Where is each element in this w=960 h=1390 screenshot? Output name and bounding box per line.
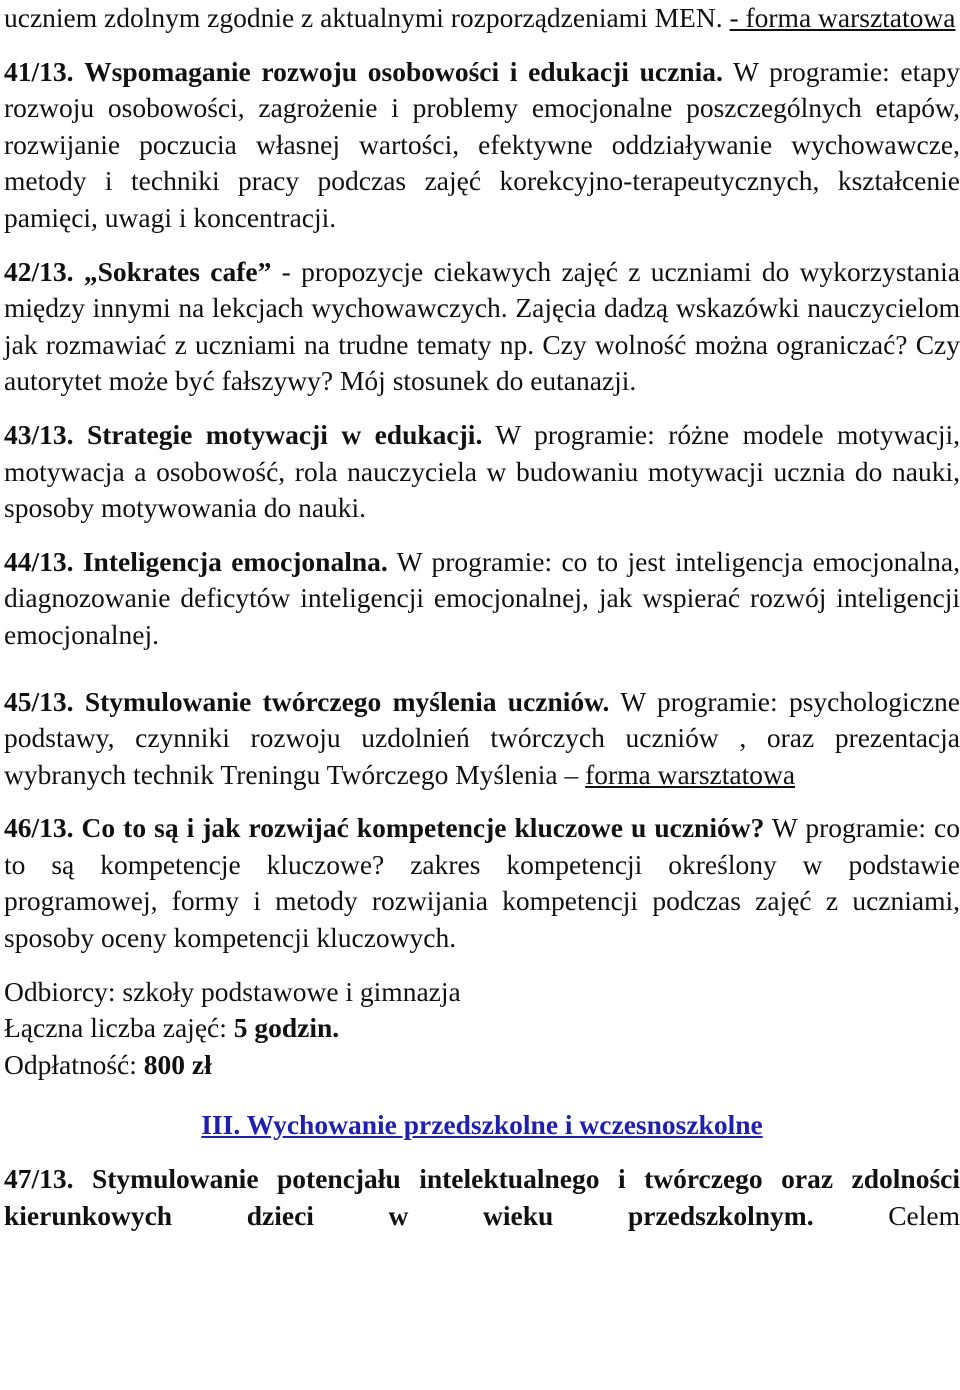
course-42 [4,254,960,400]
summary-fee [4,1047,960,1084]
intro-text: uczniem zdolnym zgodnie z aktualnymi rozporządzeniami MEN. [4,2,723,33]
summary-total-value: 5 godzin. [233,1012,340,1044]
course-47 [4,1161,960,1234]
course-47-body: Celem [813,1199,960,1231]
summary-fee-label: Odpłatność: [4,1048,144,1080]
course-43 [4,417,960,527]
summary-total [4,1010,960,1047]
course-42-title: „Sokrates cafe” [83,255,272,287]
course-44-body: W programie: co to jest inteligencja emocjonalna, diagnozowanie deficytów inteligencji emocjonalnej, jak wspierać rozwój inteligencji emocjonalnej. [4,545,960,650]
course-41-body: W programie: etapy rozwoju osobowości, zagrożenie i problemy emocjonalne poszczególnych etapów, rozwijanie poczucia własnej wartości, efektywne oddziaływanie wychowawcze, metody i techniki pracy podczas zajęć korekcyjno-terapeutycznych, kształcenie pamięci, uwagi i koncentracji. [4,55,960,233]
course-41-title: Wspomaganie rozwoju osobowości i edukacji ucznia. [84,55,723,87]
summary-audience: Odbiorcy: szkoły podstawowe i gimnazja [4,975,461,1007]
course-45-title: Stymulowanie twórczego myślenia uczniów. [84,685,610,717]
course-47-number: 47/13. [4,1163,74,1195]
course-44-number: 44/13. [4,545,74,577]
course-45-body: W programie: psychologiczne podstawy, czynniki rozwoju uzdolnień twórczych uczniów , oraz prezentacja wybranych technik Treningu Twórczego Myślenia – [4,685,960,790]
course-46-number: 46/13. [4,812,74,844]
course-46-title: Co to są i jak rozwijać kompetencje kluczowe u uczniów? [81,812,765,844]
summary-total-label: Łączna liczba zajęć: [4,1012,234,1044]
course-41-number: 41/13. [4,55,74,87]
section-heading[interactable]: III. Wychowanie przedszkolne i wczesnoszkolne [201,1109,763,1141]
course-46-body: W programie: co to są kompetencje kluczowe? zakres kompetencji określony w podstawie programowej, formy i metody rozwijania kompetencji podczas zajęć z uczniami, sposoby oceny kompetencji kluczowych. [4,812,960,954]
course-45-number: 45/13. [4,685,74,717]
course-43-number: 43/13. [4,418,74,450]
course-42-number: 42/13. [4,255,74,287]
summary-fee-value: 800 zł [143,1048,212,1080]
course-44-title: Inteligencja emocjonalna. [82,545,388,577]
course-44 [4,544,960,654]
intro-paragraph [4,0,960,37]
course-45-workshop-note: forma warsztatowa [585,758,796,790]
intro-workshop-note: - forma warsztatowa [729,2,956,33]
course-41 [4,54,960,237]
course-47-title: Stymulowanie potencjału intelektualnego i twórczego oraz zdolności kierunkowych dzieci w wieku przedszkolnym. [4,1163,960,1231]
course-43-body: W programie: różne modele motywacji, motywacja a osobowość, rola nauczyciela w budowaniu motywacji ucznia do nauki, sposoby motywowania do nauki. [4,418,960,524]
course-45 [4,684,960,794]
course-46 [4,810,960,956]
course-43-title: Strategie motywacji w edukacji. [86,418,483,450]
course-42-body: - propozycje ciekawych zajęć z uczniami do wykorzystania między innymi na lekcjach wychowawczych. Zajęcia dadzą wskazówki nauczycielom jak rozmawiać z uczniami na trudne tematy np. Czy wolność można ograniczać? Czy autorytet może być fałszywy? Mój stosunek do eutanazji. [4,255,960,397]
